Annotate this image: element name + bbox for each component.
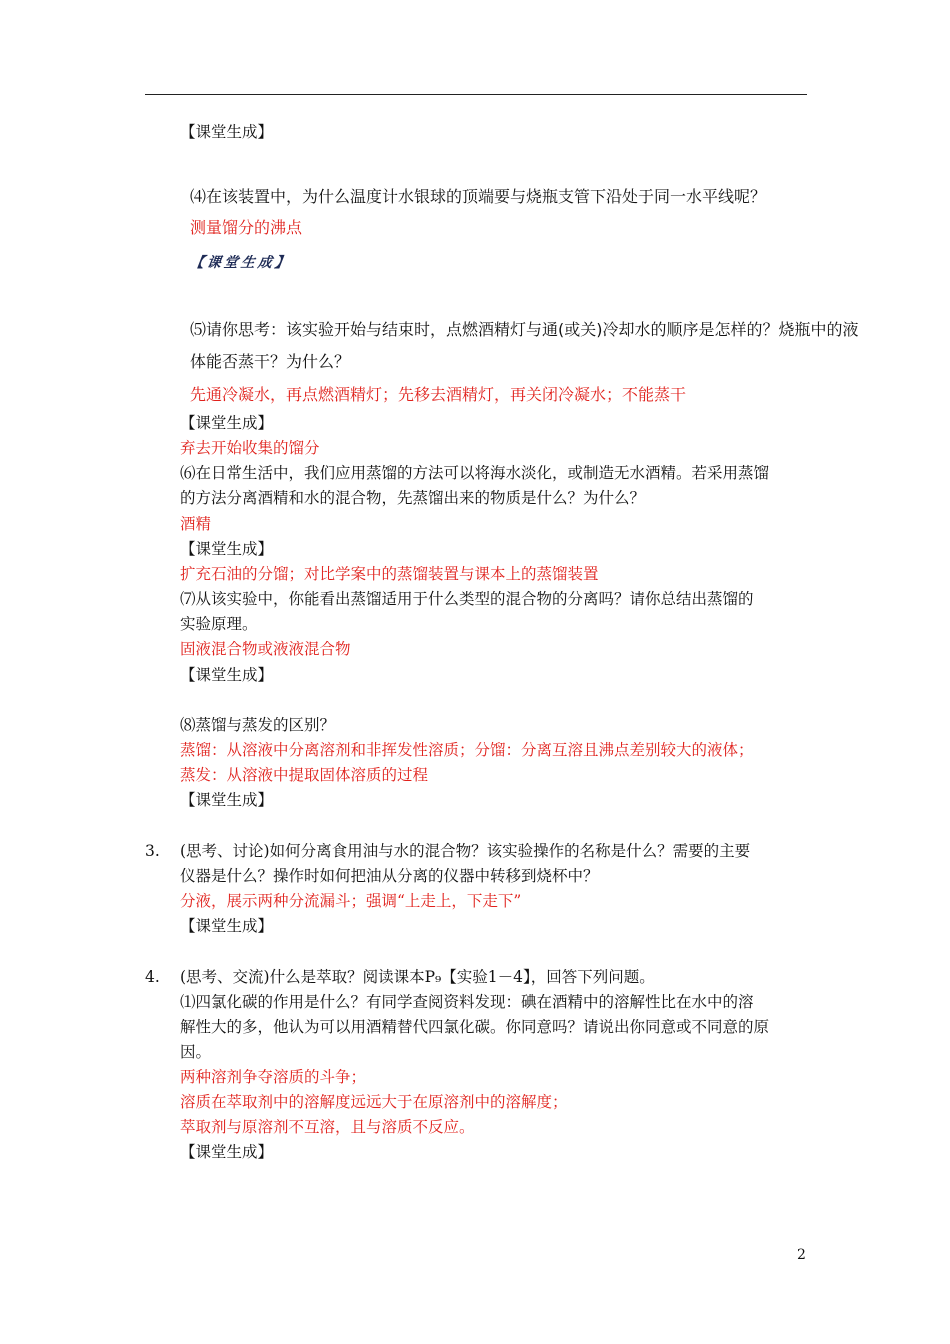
class-generation-tag: 【课堂生成】 (180, 1143, 274, 1161)
class-generation-tag: 【课堂生成】 (180, 791, 274, 809)
class-generation-stamp: 【课堂生成】 (188, 255, 293, 271)
answer-item-4-line-2: 溶质在萃取剂中的溶解度远远大于在原溶剂中的溶解度； (180, 1093, 568, 1111)
item-4-line-1: (思考、交流)什么是萃取？阅读课本P₉【实验1－4】，回答下列问题。 (180, 968, 655, 986)
item-4-sub-1-line-1: ⑴四氯化碳的作用是什么？有同学查阅资料发现：碘在酒精中的溶解性比在水中的溶 (180, 993, 754, 1011)
answer-6: 酒精 (180, 515, 212, 533)
header-rule (145, 94, 807, 95)
item-3-line-1: (思考、讨论)如何分离食用油与水的混合物？该实验操作的名称是什么？需要的主要 (180, 842, 751, 860)
answer-5-extra: 弃去开始收集的馏分 (180, 439, 320, 457)
answer-6-extra: 扩充石油的分馏；对比学案中的蒸馏装置与课本上的蒸馏装置 (180, 565, 599, 583)
question-7-line-2: 实验原理。 (180, 615, 258, 633)
class-generation-tag: 【课堂生成】 (180, 917, 274, 935)
class-generation-tag: 【课堂生成】 (180, 666, 274, 684)
answer-8-line-1: 蒸馏：从溶液中分离溶剂和非挥发性溶质；分馏：分离互溶且沸点差别较大的液体； (180, 741, 754, 759)
item-4-sub-1-line-3: 因。 (180, 1043, 212, 1061)
answer-item-3: 分液，展示两种分流漏斗；强调“上走上，下走下” (180, 892, 522, 910)
answer-item-4-line-1: 两种溶剂争夺溶质的斗争； (180, 1068, 367, 1086)
item-4-number: 4. (145, 968, 160, 986)
answer-5: 先通冷凝水，再点燃酒精灯；先移去酒精灯，再关闭冷凝水；不能蒸干 (190, 385, 687, 404)
class-generation-tag: 【课堂生成】 (180, 123, 274, 141)
item-3-line-2: 仪器是什么？操作时如何把油从分离的仪器中转移到烧杯中？ (180, 867, 599, 885)
item-4-sub-1-line-2: 解性大的多，他认为可以用酒精替代四氯化碳。你同意吗？请说出你同意或不同意的原 (180, 1018, 770, 1036)
class-generation-tag: 【课堂生成】 (180, 414, 274, 432)
question-8: ⑻蒸馏与蒸发的区别？ (180, 716, 336, 734)
answer-7: 固液混合物或液液混合物 (180, 640, 351, 658)
question-6-line-1: ⑹在日常生活中，我们应用蒸馏的方法可以将海水淡化，或制造无水酒精。若采用蒸馏 (180, 464, 770, 482)
question-5-line-1: ⑸请你思考：该实验开始与结束时，点燃酒精灯与通(或关)冷却水的顺序是怎样的？烧瓶中的液 (190, 320, 859, 339)
answer-4: 测量馏分的沸点 (190, 218, 303, 237)
question-6-line-2: 的方法分离酒精和水的混合物，先蒸馏出来的物质是什么？为什么？ (180, 489, 646, 507)
question-4: ⑷在该装置中，为什么温度计水银球的顶端要与烧瓶支管下沿处于同一水平线呢？ (190, 187, 767, 206)
page-number: 2 (797, 1247, 806, 1263)
question-5-line-2: 体能否蒸干？为什么？ (190, 352, 351, 371)
item-3-number: 3. (145, 842, 160, 860)
answer-item-4-line-3: 萃取剂与原溶剂不互溶，且与溶质不反应。 (180, 1118, 475, 1136)
answer-8-line-2: 蒸发：从溶液中提取固体溶质的过程 (180, 766, 429, 784)
class-generation-tag: 【课堂生成】 (180, 540, 274, 558)
question-7-line-1: ⑺从该实验中，你能看出蒸馏适用于什么类型的混合物的分离吗？请你总结出蒸馏的 (180, 590, 754, 608)
